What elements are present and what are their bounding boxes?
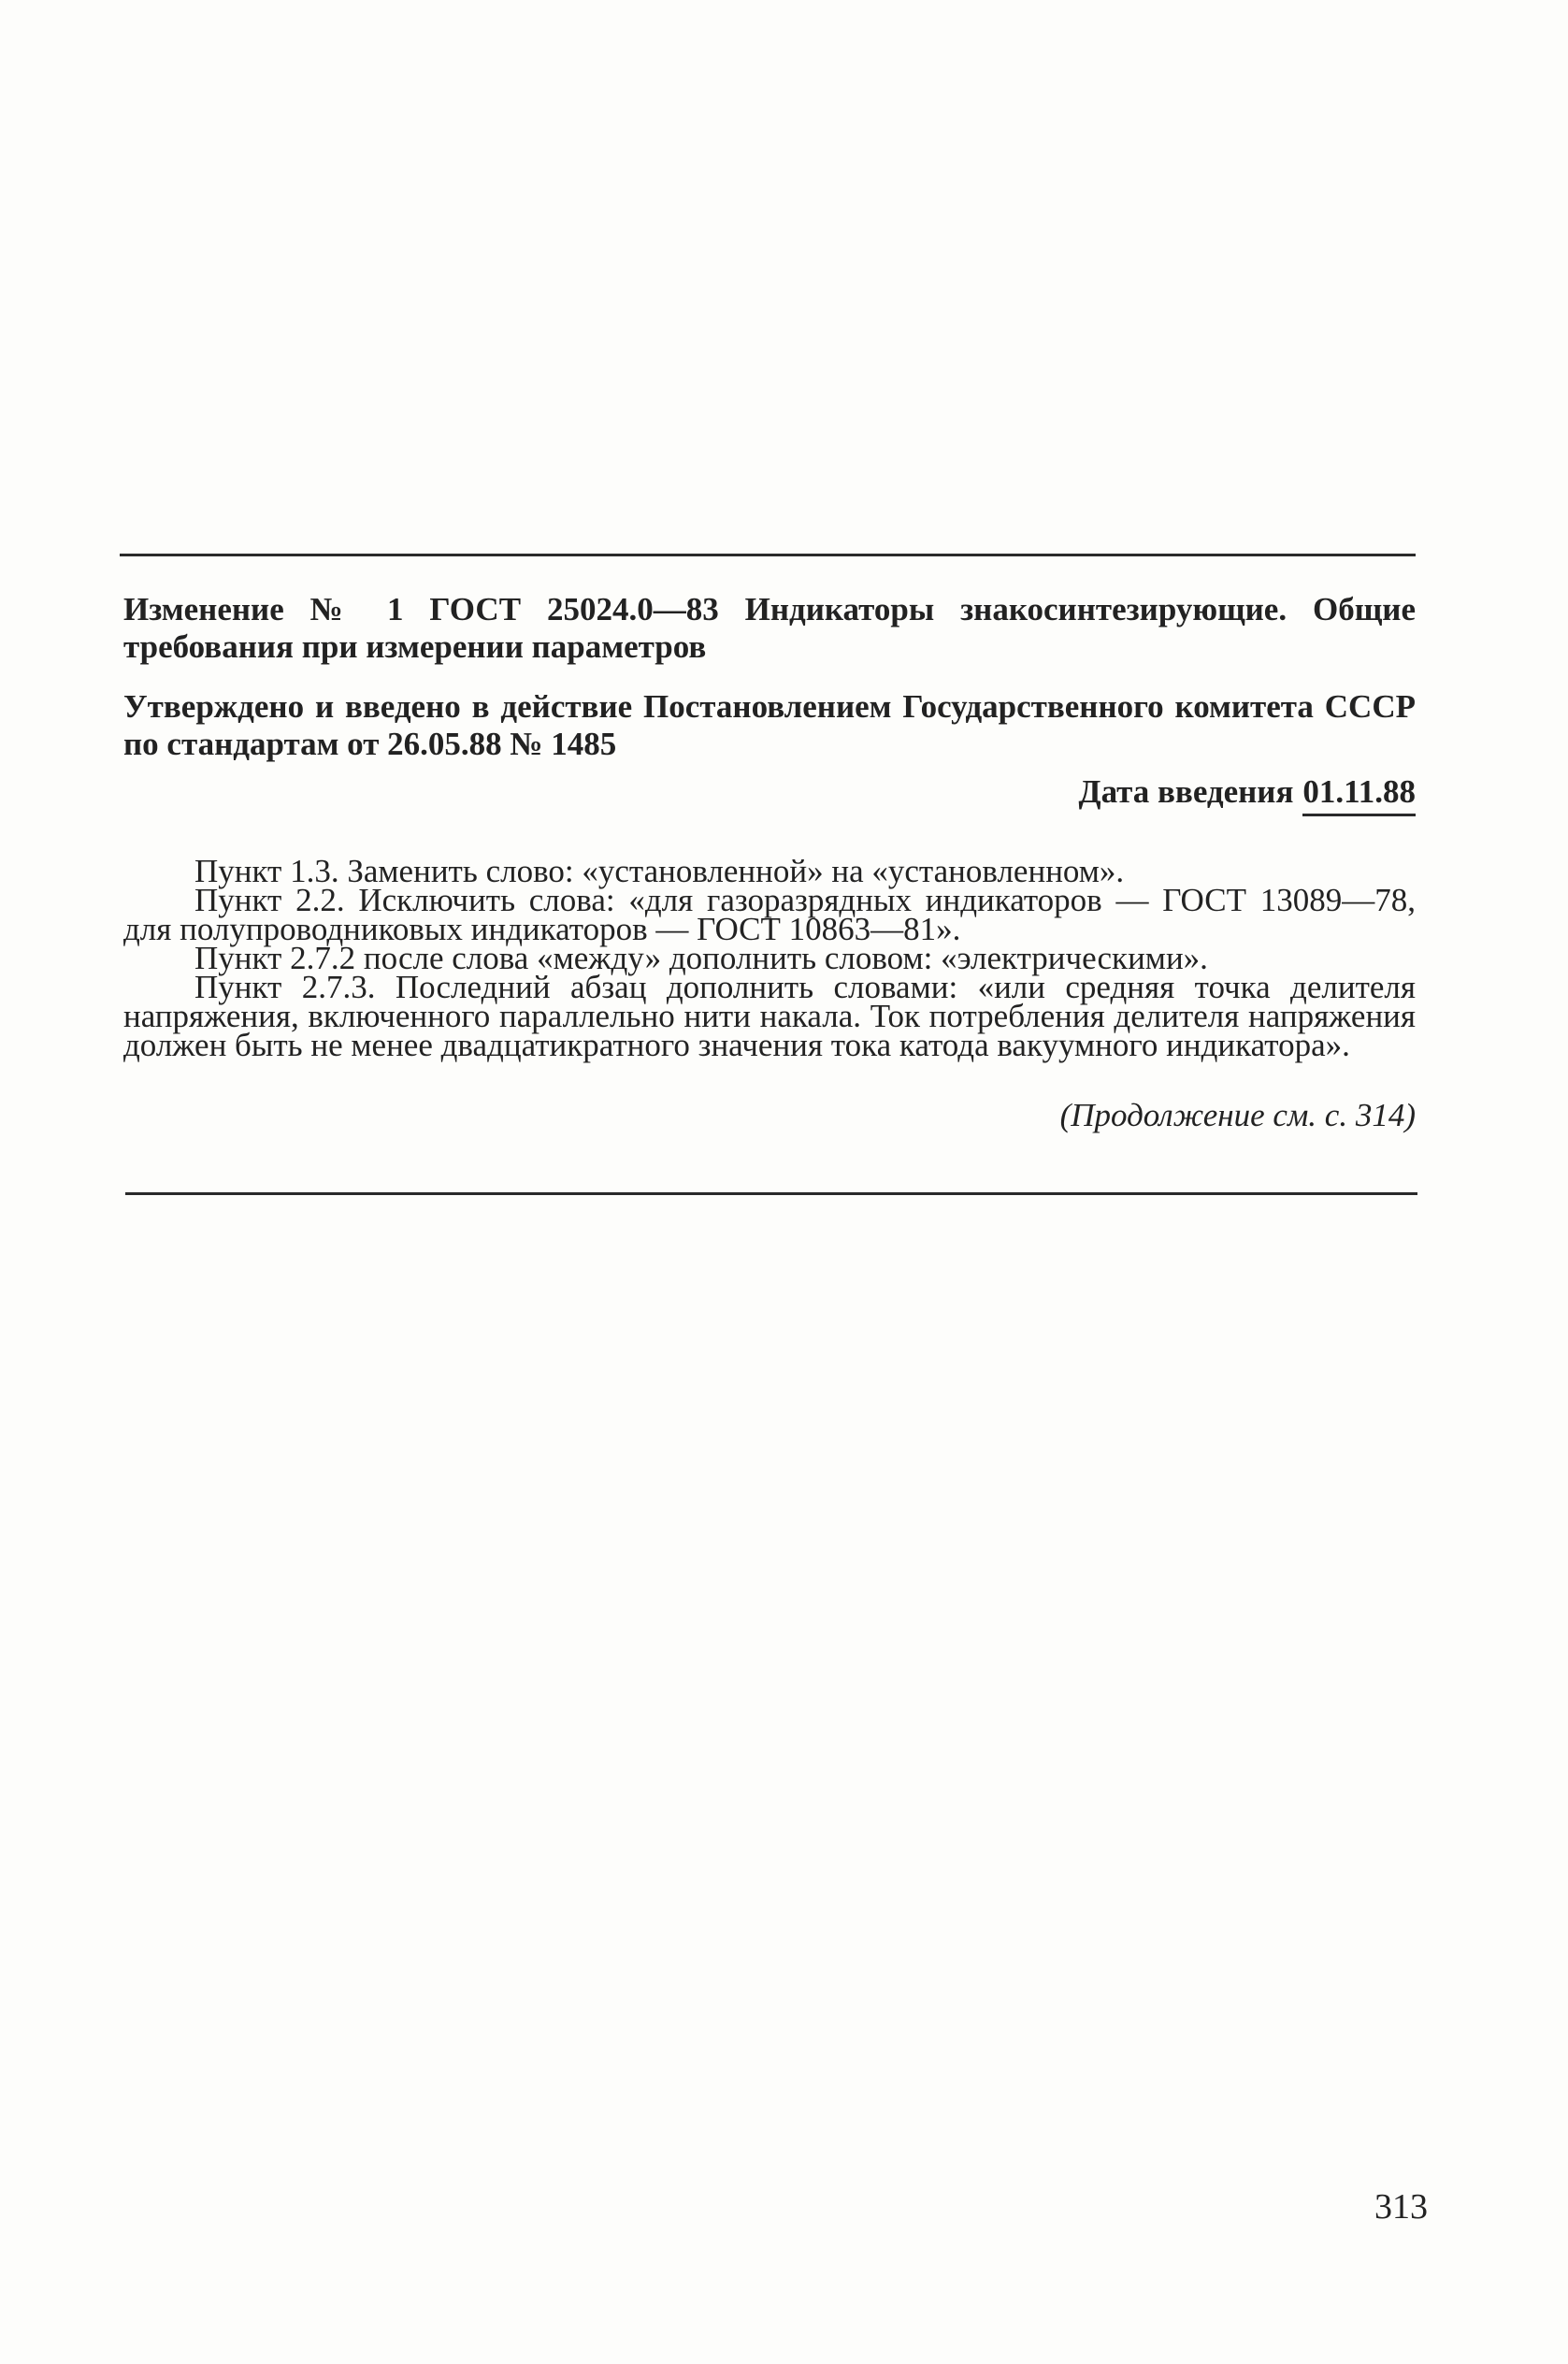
continuation-note: (Продолжение см. с. 314) [1059,1097,1416,1133]
top-divider [120,554,1416,556]
amendment-title: Изменение № 1 ГОСТ 25024.0—83 Индикаторы знакосинтезирующие. Общие требования при измерении параметров [123,591,1416,665]
amendment-block [123,591,1416,1134]
paragraph-3: Пункт 2.7.2 после слова «между» дополнить словом: «электрическими». [194,940,1208,976]
bottom-divider [125,1192,1417,1195]
effective-date-label: Дата введения [1078,773,1294,810]
paragraph-2: Пункт 2.2. Исключить слова: «для газоразрядных индикаторов — ГОСТ 13089—78, для полупроводниковых индикаторов — ГОСТ 10863—81». [123,882,1416,947]
amendment-body [123,853,1416,1063]
paragraph-4: Пункт 2.7.3. Последний абзац дополнить словами: «или средняя точка делителя напряжения, включенного параллельно нити накала. Ток потребления делителя напряжения должен быть не менее двадцатикратного значения тока катода вакуумного индикатора». [123,969,1416,1063]
effective-date-line [123,772,1416,812]
paragraph-1: Пункт 1.3. Заменить слово: «установленной» на «установленном». [194,853,1125,889]
effective-date-value: 01.11.88 [1302,773,1416,816]
page-number: 313 [1374,2187,1428,2227]
approval-statement: Утверждено и введено в действие Постановлением Государственного комитета СССР по стандартам от 26.05.88 № 1485 [123,688,1416,762]
